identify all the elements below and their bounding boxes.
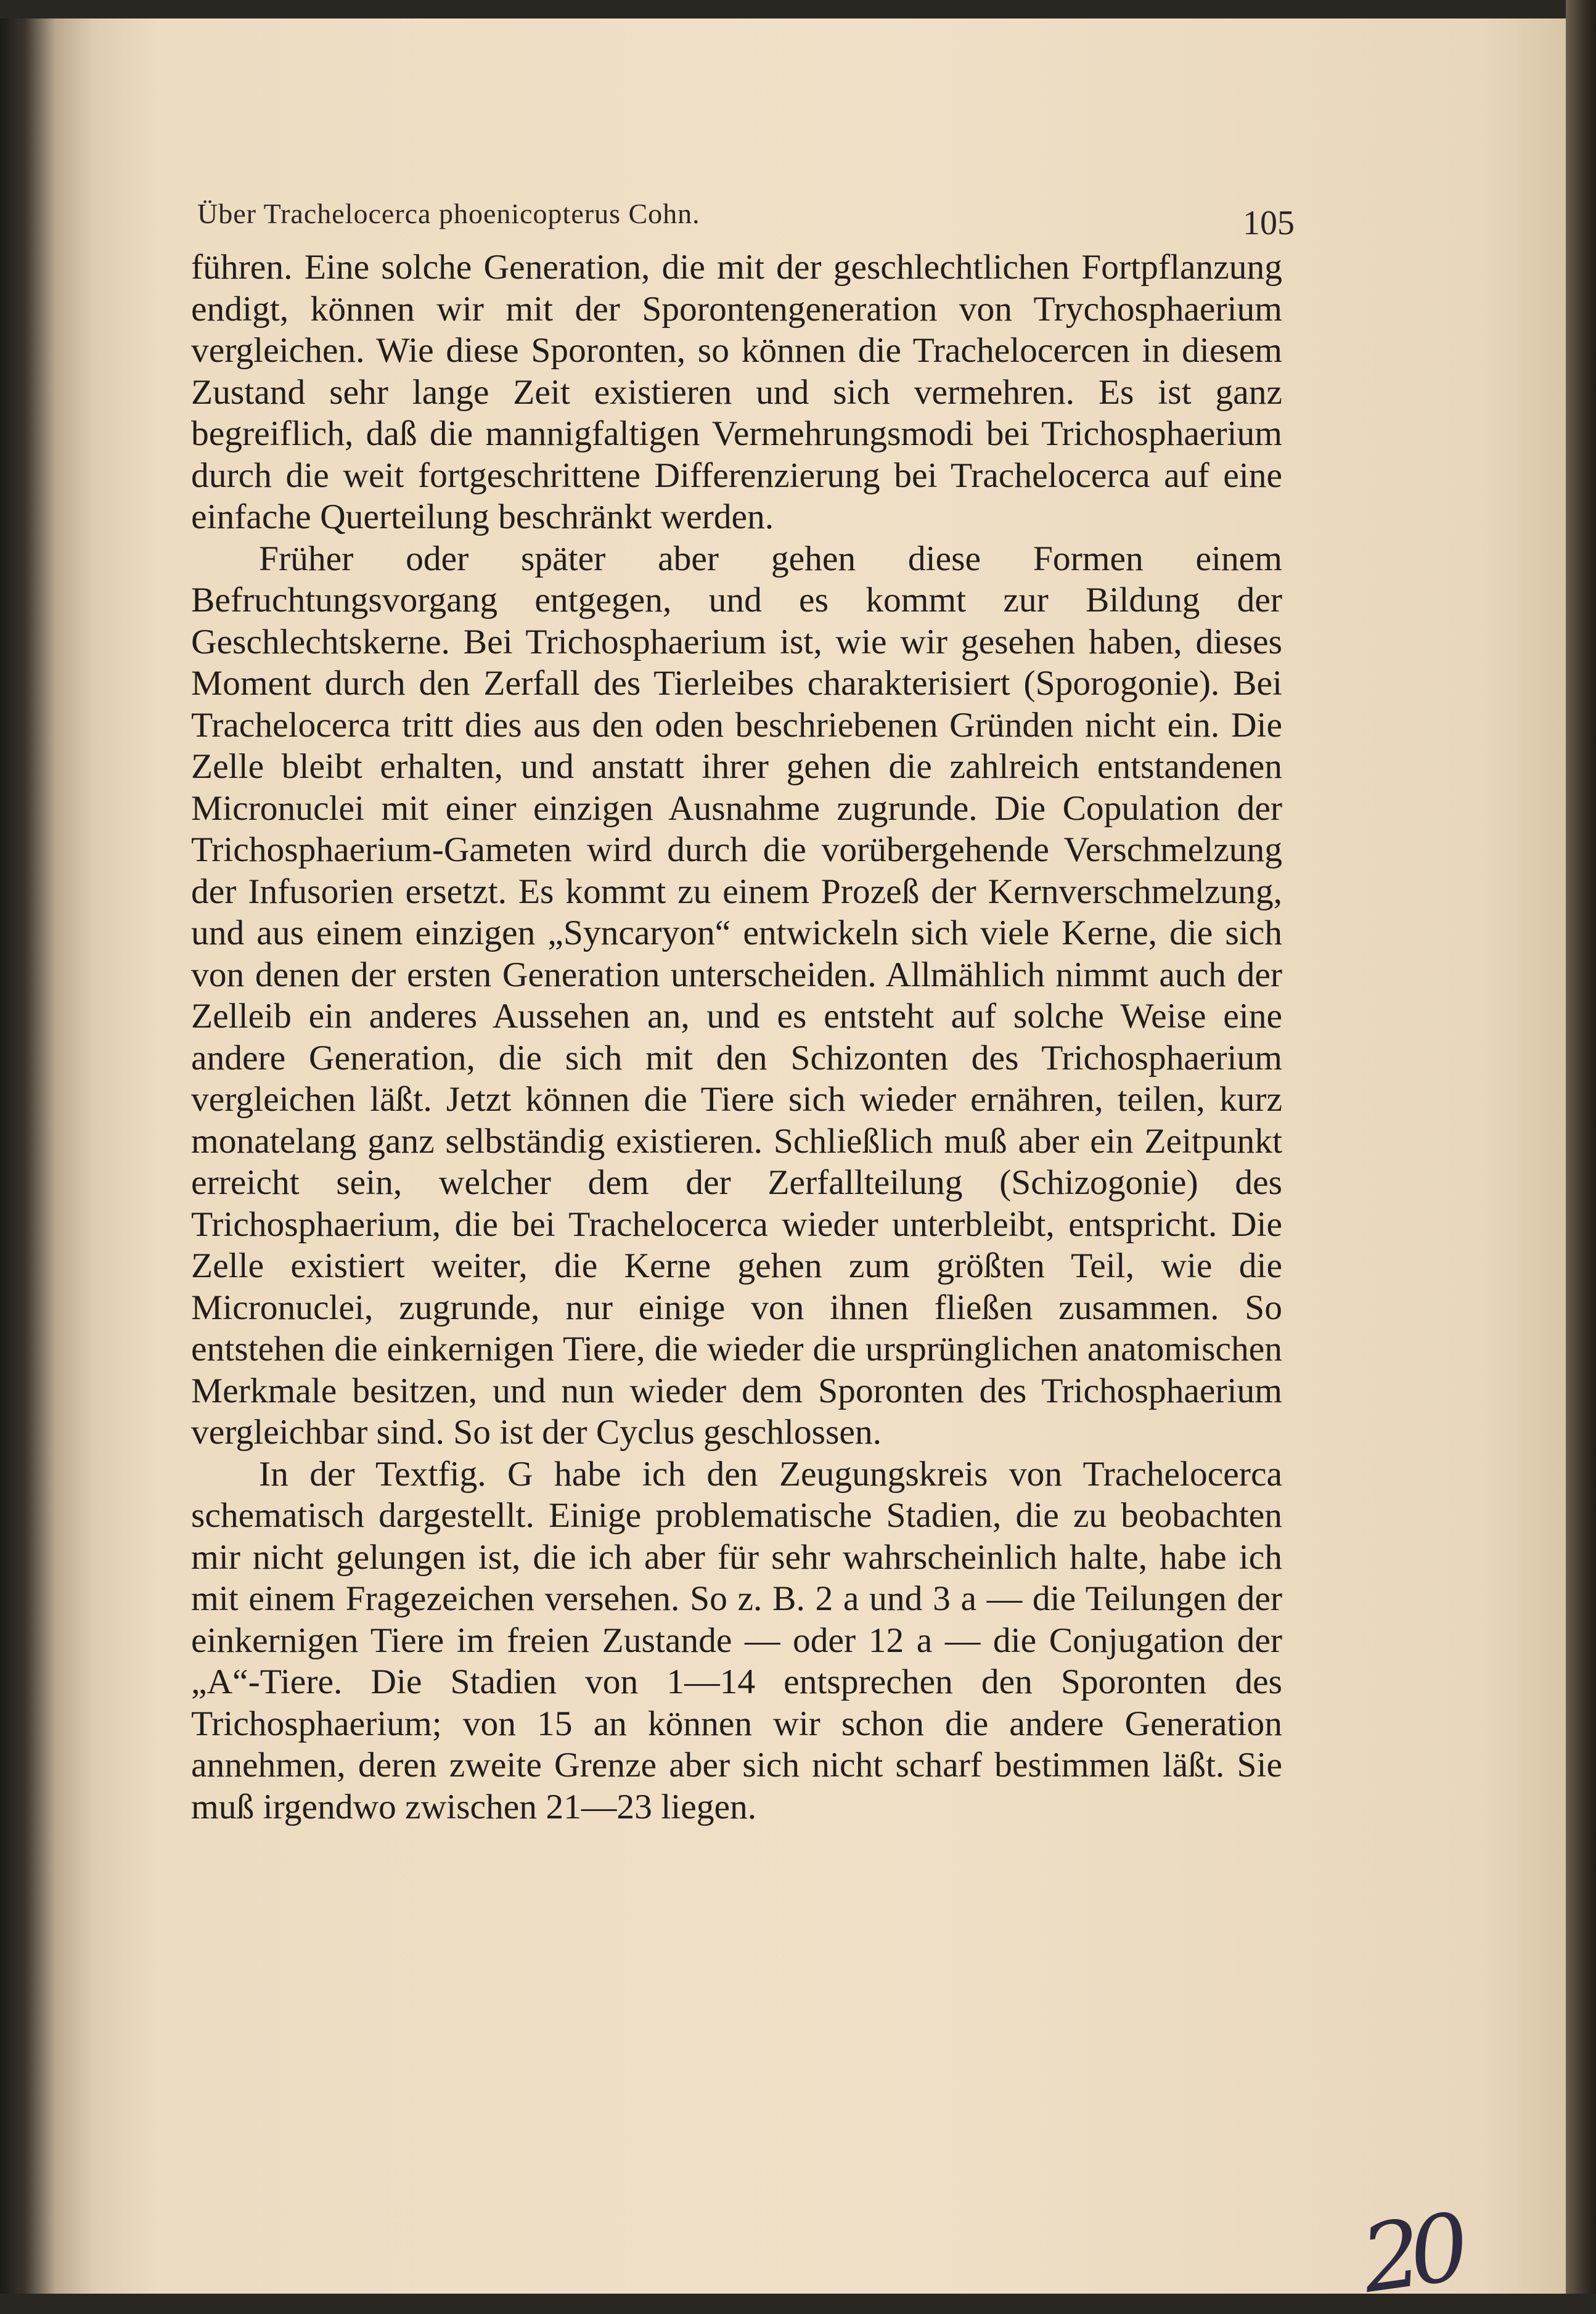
page-header [191,185,1295,240]
page-edge [1566,0,1596,2294]
running-title: Über Trachelocerca phoenicopterus Cohn. [197,198,700,229]
page-number: 105 [1243,204,1295,242]
paragraph-1: führen. Eine solche Generation, die mit der geschlechtlichen Fortpflanzung endigt, können wir mit der Sporontengeneration von Trychosphaerium vergleichen. Wie diese Sporonten, so können die Trachelocercen in diesem Zustand sehr lange Zeit existieren und sich vermehren. Es ist ganz begreiflich, daß die mannigfaltigen Vermehrungsmodi bei Trichosphaerium durch die weit fortgeschrittene Differenzierung bei Trachelocerca auf eine einfache Querteilung beschränkt werden. [191,248,1282,536]
paragraph-3: In der Textfig. G habe ich den Zeugungskreis von Trachelocerca schematisch dargestellt. Einige problematische Stadien, die zu beobachten mir nicht gelungen ist, die ich aber für sehr wahrscheinlich halte, habe ich mit einem Fragezeichen versehen. So z. B. 2 a und 3 a — die Teilungen der einkernigen Tiere im freien Zustande — oder 12 a — die Conjugation der „A“-Tiere. Die Stadien von 1—14 entsprechen den Sporonten des Trichosphaerium; von 15 an können wir schon die andere Generation annehmen, deren zweite Grenze aber sich nicht scharf bestimmen läßt. Sie muß irgendwo zwischen 21—23 liegen. [191,1454,1282,1826]
handwritten-page-mark: 20 [1355,2194,1465,2314]
body-text [191,247,1282,1828]
paragraph-2: Früher oder später aber gehen diese Formen einem Befruchtungsvorgang entgegen, und es kommt zur Bildung der Geschlechtskerne. Bei Trichosphaerium ist, wie wir gesehen haben, dieses Moment durch den Zerfall des Tierleibes charakterisiert (Sporogonie). Bei Trachelocerca tritt dies aus den oden beschriebenen Gründen nicht ein. Die Zelle bleibt erhalten, und anstatt ihrer gehen die zahlreich entstandenen Micronuclei mit einer einzigen Ausnahme zugrunde. Die Copulation der Trichosphaerium-Gameten wird durch die vorübergehende Verschmelzung der Infusorien ersetzt. Es kommt zu einem Prozeß der Kernverschmelzung, und aus einem einzigen „Syncaryon“ entwickeln sich viele Kerne, die sich von denen der ersten Generation unterscheiden. Allmählich nimmt auch der Zelleib ein anderes Aussehen an, und es entsteht auf solche Weise eine andere Generation, die sich mit den Schizonten des Trichosphaerium vergleichen läßt. Jetzt können die Tiere sich wieder ernähren, teilen, kurz monatelang ganz selbständig existieren. Schließlich muß aber ein Zeitpunkt erreicht sein, welcher dem der Zerfallteilung (Schizogonie) des Trichosphaerium, die bei Trachelocerca wieder unterbleibt, entspricht. Die Zelle existiert weiter, die Kerne gehen zum größten Teil, wie die Micronuclei, zugrunde, nur einige von ihnen fließen zusammen. So entstehen die einkernigen Tiere, die wieder die ursprünglichen anatomischen Merkmale besitzen, und nun wieder dem Sporonten des Trichosphaerium vergleichbar sind. So ist der Cyclus geschlossen. [191,539,1282,1452]
